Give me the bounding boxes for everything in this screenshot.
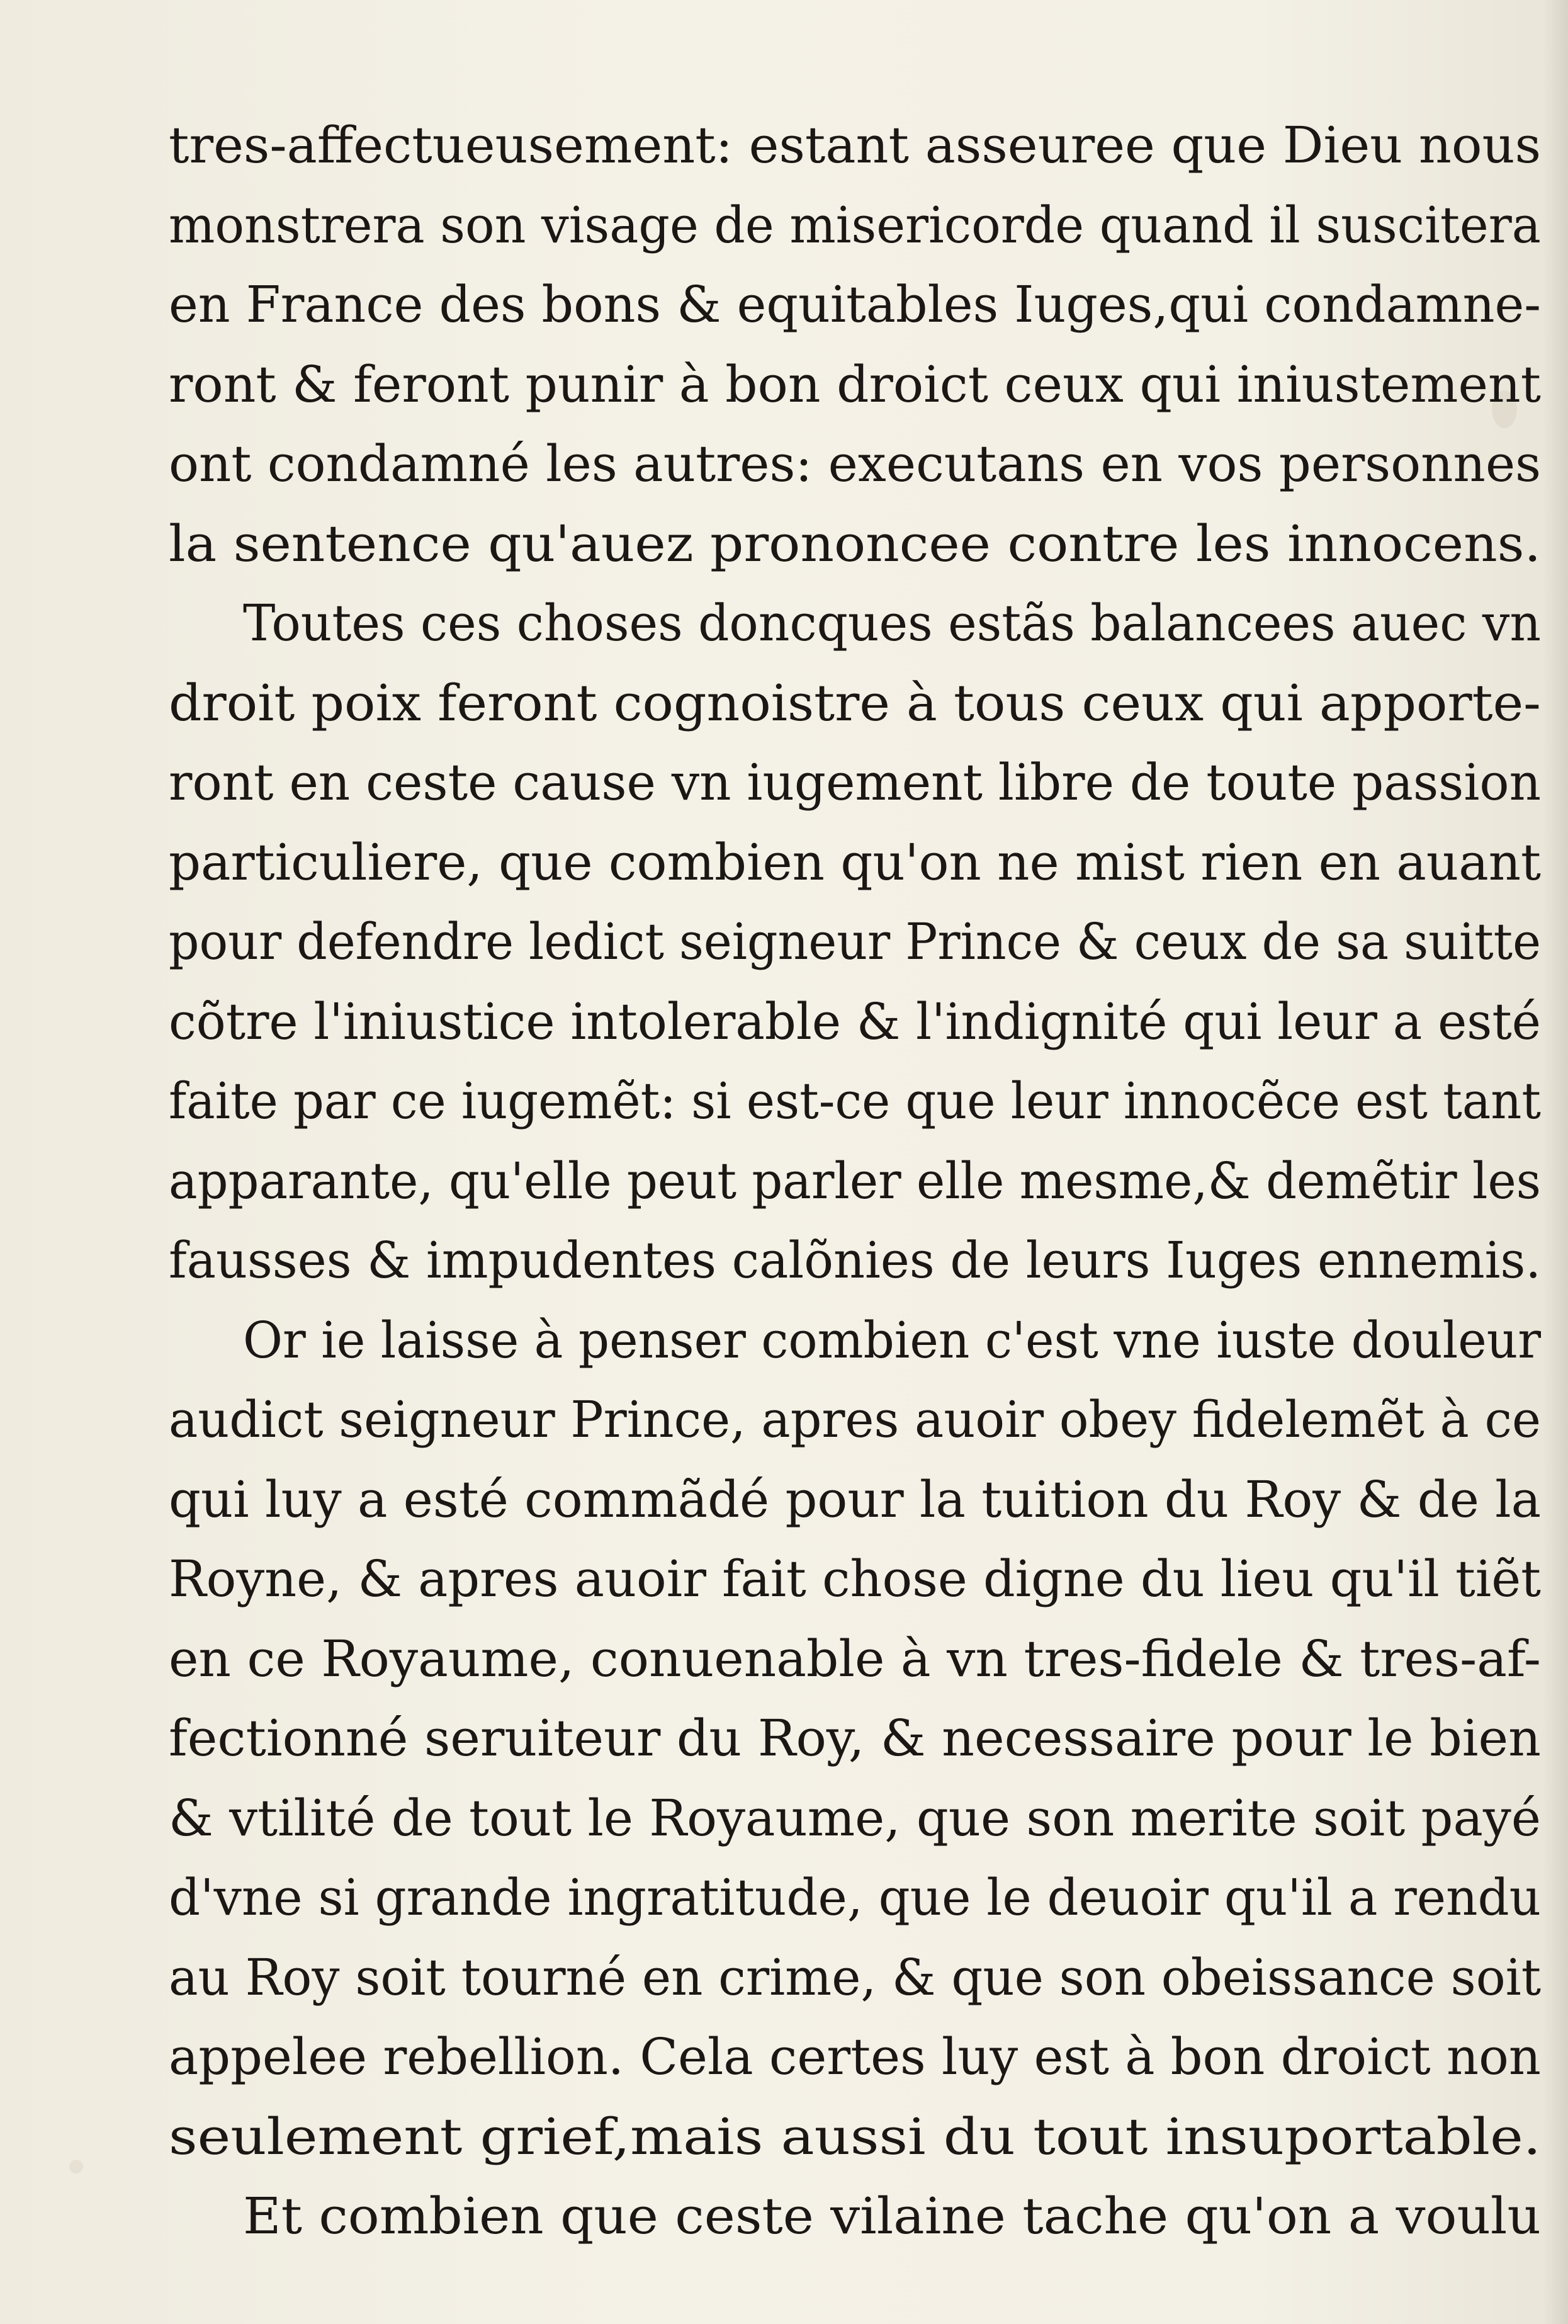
text-line: audict seigneur Prince, apres auoir obey fidelemẽt à ce bbox=[169, 1390, 1541, 1449]
text-line: au Roy soit tourné en crime, & que son obeissance soit bbox=[169, 1947, 1541, 2007]
page-binding-shadow bbox=[1543, 0, 1568, 2324]
text-line: en France des bons & equitables Iuges,qui condamne- bbox=[169, 275, 1541, 334]
paragraph-start-line: Et combien que ceste vilaine tache qu'on a voulu bbox=[243, 2187, 1541, 2245]
text-line: particuliere, que combien qu'on ne mist rien en auant bbox=[169, 832, 1541, 892]
text-line: ront & feront punir à bon droict ceux qui iniustement bbox=[169, 354, 1541, 414]
text-line: ront en ceste cause vn iugement libre de toute passion bbox=[169, 753, 1541, 812]
text-line: fectionné seruiteur du Roy, & necessaire pour le bien bbox=[169, 1709, 1541, 1767]
text-line: faite par ce iugemẽt: si est-ce que leur innocẽce est tant bbox=[169, 1072, 1541, 1130]
paragraph-start-line: Or ie laisse à penser combien c'est vne iuste douleur bbox=[243, 1310, 1541, 1369]
text-line: monstrera son visage de misericorde quand il suscitera bbox=[169, 195, 1541, 254]
text-line: d'vne si grande ingratitude, que le deuoir qu'il a rendu bbox=[169, 1868, 1541, 1927]
text-line: en ce Royaume, conuenable à vn tres-fidele & tres-af- bbox=[169, 1629, 1541, 1688]
text-line: droit poix feront cognoistre à tous ceux qui apporte- bbox=[169, 673, 1541, 732]
body-text bbox=[169, 106, 1541, 2257]
text-line: fausses & impudentes calõnies de leurs Iuges ennemis. bbox=[169, 1231, 1541, 1290]
text-line: appelee rebellion. Cela certes luy est à bon droict non bbox=[169, 2027, 1541, 2086]
text-line: Royne, & apres auoir fait chose digne du lieu qu'il tiẽt bbox=[169, 1550, 1541, 1608]
text-line: la sentence qu'auez prononcee contre les innocens. bbox=[169, 514, 1541, 573]
text-line: & vtilité de tout le Royaume, que son merite soit payé bbox=[169, 1788, 1541, 1847]
text-line: apparante, qu'elle peut parler elle mesme,& demẽtir les bbox=[169, 1151, 1541, 1210]
text-line: ont condamné les autres: executans en vos personnes bbox=[169, 434, 1541, 493]
text-line: tres-affectueusement: estant asseuree que Dieu nous bbox=[169, 116, 1541, 174]
text-line: qui luy a esté commãdé pour la tuition du Roy & de la bbox=[169, 1470, 1541, 1529]
paper-stain bbox=[69, 2160, 83, 2174]
text-line: seulement grief,mais aussi du tout insuportable. bbox=[169, 2107, 1541, 2166]
paragraph-start-line: Toutes ces choses doncques estãs balancees auec vn bbox=[243, 594, 1541, 652]
text-line: pour defendre ledict seigneur Prince & ceux de sa suitte bbox=[169, 912, 1541, 971]
text-line: cõtre l'iniustice intolerable & l'indignité qui leur a esté bbox=[169, 992, 1541, 1051]
